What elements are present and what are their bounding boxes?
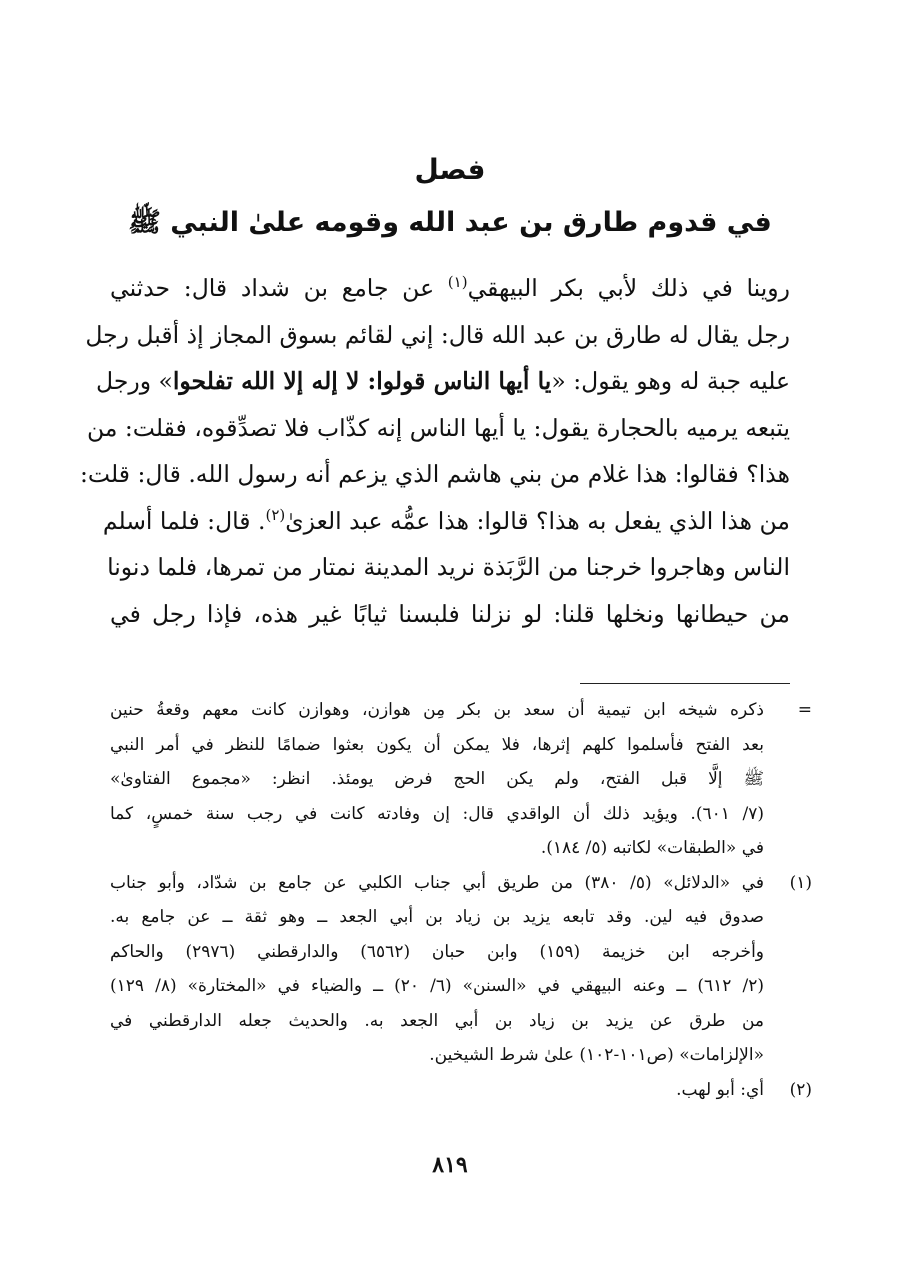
text-line: من هذا الذي يفعل به هذا؟ قالوا: هذا عمُّه عبد العزىٰ$^{(٢)}$. قال: فلما أسلم (102, 505, 790, 535)
footnote-line: بعد الفتح فأسلموا كلهم إثرها، فلا يمكن أن يكون بعثوا ضمامًا للنظر في أمر النبي (110, 734, 764, 755)
footnote-text (110, 1073, 764, 1108)
footnote-line: في «الطبقات» لكاتبه (٥/ ١٨٤). (540, 838, 764, 858)
footnote-ref[interactable]: (٢) (265, 505, 286, 524)
footnote-ref[interactable]: (١) (447, 273, 468, 292)
text-line: هذا؟ فقالوا: هذا غلام من بني هاشم الذي يزعم أنه رسول الله. قال: قلت: (79, 460, 790, 488)
quoted-saying: يا أيها الناس قولوا: لا إله إلا الله تفلحوا (172, 367, 552, 395)
footnote-line: ذكره شيخه ابن تيمية أن سعد بن بكر مِن هوازن، وهوازن كانت معهم وقعةُ حنين (110, 700, 764, 720)
footnote-line: وأخرجه ابن خزيمة (١٥٩) وابن حبان (٦٥٦٢) والدارقطني (٢٩٧٦) والحاكم (110, 941, 764, 962)
text-line: روينا في ذلك لأبي بكر البيهقي$^{(١)}$ عن جامع بن شداد قال: حدثني (110, 273, 790, 302)
text-line: الناس وهاجروا خرجنا من الرَّبَذة نريد المدينة نمتار من تمرها، فلما دنونا (107, 553, 790, 581)
footnote-line: «الإلزامات» (ص١٠١-١٠٢) علىٰ شرط الشيخين. (429, 1045, 764, 1065)
footnote-line: في «الدلائل» (٥/ ٣٨٠) من طريق أبي جناب الكلبي عن جامع بن شدّاد، وأبو جناب (110, 872, 764, 893)
footnote-1 (110, 866, 812, 1073)
footnote-line: ﷺ إلَّا قبل الفتح، ولم يكن الحج فرض يومئذ. انظر: «مجموع الفتاوىٰ» (110, 769, 764, 789)
page-number: ٨١٩ (432, 1152, 468, 1178)
footnote-separator (580, 683, 790, 684)
footnote-line: (٧/ ٦٠١). ويؤيد ذلك أن الواقدي قال: إن وفادته كانت في رجب سنة خمسٍ، كما (110, 803, 764, 824)
footnote-text (110, 693, 764, 866)
footnote-line: (٢/ ٦١٢) ــ وعنه البيهقي في «السنن» (٦/ ٢٠) ــ والضياء في «المختارة» (٨/ ١٢٩) (110, 976, 765, 996)
footnote-marker: (٢) (789, 1079, 812, 1100)
footnote-line: أي: أبو لهب. (676, 1079, 764, 1100)
text-line: يتبعه يرميه بالحجارة يقول: يا أيها الناس إنه كذّاب فلا تصدِّقوه، فقلت: من (86, 413, 790, 442)
section-heading: فصل (414, 153, 486, 186)
section-title: في قدوم طارق بن عبد الله وقومه علىٰ النبي ﷺ (128, 207, 772, 238)
text-line: من حيطانها ونخلها قلنا: لو نزلنا فلبسنا ثيابًا غير هذه، فإذا رجل في (110, 599, 790, 628)
text-line: رجل يقال له طارق بن عبد الله قال: إني لقائم بسوق المجاز إذ أقبل رجل (85, 320, 790, 349)
footnote-marker: = (797, 700, 812, 720)
main-text (79, 265, 790, 637)
text-line: عليه جبة له وهو يقول: «يا أيها الناس قولوا: لا إله إلا الله تفلحوا» ورجل (96, 367, 790, 395)
footnote-line: صدوق فيه لين. وقد تابعه يزيد بن زياد بن أبي الجعد ــ وهو ثقة ــ عن جامع به. (110, 907, 764, 927)
footnotes (110, 693, 812, 1107)
footnote-continuation (110, 693, 812, 866)
footnote-marker: (١) (789, 872, 812, 893)
footnote-line: من طرق عن يزيد بن زياد بن أبي الجعد به. والحديث جعله الدارقطني في (110, 1010, 765, 1031)
footnote-text (110, 866, 764, 1073)
footnote-2 (110, 1073, 812, 1108)
